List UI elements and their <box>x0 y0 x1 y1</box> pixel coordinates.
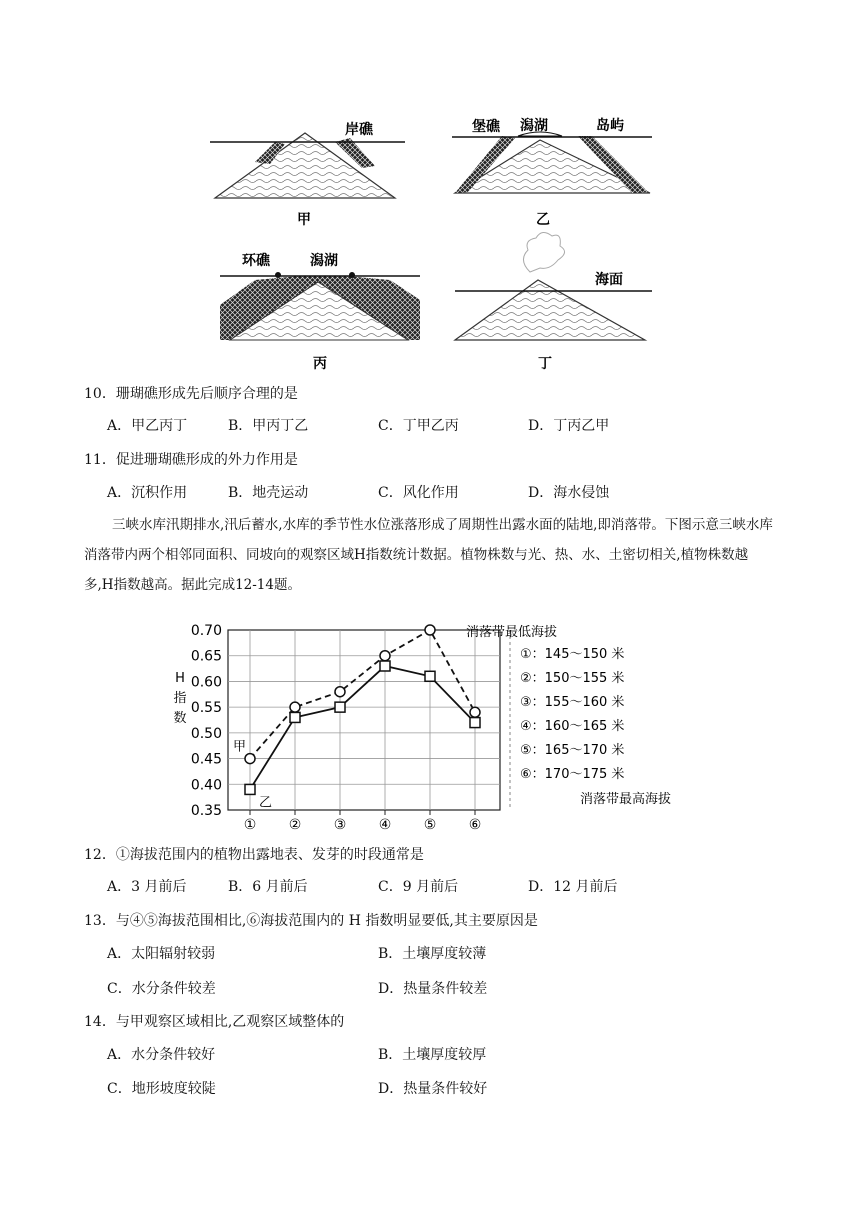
h-index-chart <box>160 620 720 832</box>
q10-option-c[interactable]: C．丁甲乙丙 <box>378 418 459 434</box>
q13-option-a[interactable]: A．太阳辐射较弱 <box>107 946 216 962</box>
y-axis-label: 指 <box>173 691 187 706</box>
x-tick-label: ④ <box>378 817 392 833</box>
legend-item: ④：160～165 米 <box>520 719 625 734</box>
question-11: 11．促进珊瑚礁形成的外力作用是 <box>84 452 298 468</box>
data-point-yi <box>335 702 345 712</box>
panel-bing <box>220 252 420 372</box>
series-label-yi: 乙 <box>259 795 273 811</box>
caption-bing: 丙 <box>313 356 327 372</box>
label-fringing-reef: 岸礁 <box>345 122 373 138</box>
reading-passage: 三峡水库汛期排水,汛后蓄水,水库的季节性水位涨落形成了周期性出露水面的陆地,即消落带。下图示意三峡水库消落带内两个相邻同面积、同坡向的观察区域H指数统计数据。植物株数与光、热、水、土密切相关,植物株数越多,H指数越高。据此完成12-14题。 <box>84 517 773 593</box>
data-point-jia <box>335 687 345 697</box>
label-sea-surface: 海面 <box>595 272 623 288</box>
q14-option-d[interactable]: D．热量条件较好 <box>378 1081 488 1097</box>
panel-jia <box>210 121 405 228</box>
q11-option-a[interactable]: A．沉积作用 <box>107 485 188 501</box>
question-10: 10．珊瑚礁形成先后顺序合理的是 <box>84 386 298 402</box>
q12-option-d[interactable]: D．12 月前后 <box>528 879 618 895</box>
q14-option-c[interactable]: C．地形坡度较陡 <box>107 1081 216 1097</box>
x-tick-label: ① <box>243 817 257 833</box>
data-point-jia <box>470 707 480 717</box>
legend-item: ①：145～150 米 <box>520 647 625 662</box>
legend-item: ⑥：170～175 米 <box>520 767 625 782</box>
caption-ding: 丁 <box>538 356 552 372</box>
q12-option-c[interactable]: C．9 月前后 <box>378 879 459 895</box>
q10-option-d[interactable]: D．丁丙乙甲 <box>528 418 610 434</box>
label-lagoon: 潟湖 <box>310 253 338 269</box>
q12-option-b[interactable]: B．6 月前后 <box>228 879 308 895</box>
data-point-jia <box>290 702 300 712</box>
label-barrier-reef: 堡礁 <box>472 119 500 135</box>
series-label-jia: 甲 <box>233 739 247 755</box>
panel-ding <box>455 232 652 372</box>
data-point-yi <box>380 661 390 671</box>
q13-option-c[interactable]: C．水分条件较差 <box>107 981 216 997</box>
y-tick-label: 0.35 <box>190 803 222 819</box>
x-tick-label: ③ <box>333 817 347 833</box>
data-point-yi <box>290 712 300 722</box>
panel-yi <box>452 117 652 228</box>
data-point-yi <box>425 671 435 681</box>
y-axis-label: 数 <box>173 711 187 726</box>
q13-option-b[interactable]: B．土壤厚度较薄 <box>378 946 487 962</box>
y-tick-label: 0.70 <box>190 623 222 639</box>
y-tick-label: 0.40 <box>190 777 222 794</box>
legend-item: ②：150～155 米 <box>520 671 625 686</box>
question-14: 14．与甲观察区域相比,乙观察区域整体的 <box>84 1014 345 1030</box>
label-atoll: 环礁 <box>242 253 270 269</box>
data-point-yi <box>470 718 480 728</box>
volcano-smoke-icon <box>523 232 564 272</box>
data-point-jia <box>245 754 255 764</box>
y-tick-label: 0.60 <box>190 674 222 691</box>
legend-item: ③：155～160 米 <box>520 695 625 710</box>
y-tick-label: 0.55 <box>190 700 222 717</box>
x-tick-label: ⑥ <box>468 817 482 833</box>
plot-frame <box>228 630 500 810</box>
legend-item: ⑤：165～170 米 <box>520 743 625 758</box>
legend-title: 消落带最低海拔 <box>466 625 558 640</box>
data-point-jia <box>425 625 435 635</box>
y-tick-label: 0.50 <box>190 725 222 742</box>
q14-option-a[interactable]: A．水分条件较好 <box>107 1047 216 1063</box>
question-13: 13．与④⑤海拔范围相比,⑥海拔范围内的 H 指数明显要低,其主要原因是 <box>84 913 538 929</box>
q12-option-a[interactable]: A．3 月前后 <box>107 879 187 895</box>
legend-footer: 消落带最高海拔 <box>580 792 672 807</box>
q10-option-b[interactable]: B．甲丙丁乙 <box>228 418 309 434</box>
data-point-jia <box>380 651 390 661</box>
q13-option-d[interactable]: D．热量条件较差 <box>378 981 488 997</box>
y-axis-label: H <box>175 671 185 686</box>
x-tick-label: ② <box>288 817 302 833</box>
label-lagoon: 潟湖 <box>520 118 548 134</box>
q10-option-a[interactable]: A．甲乙丙丁 <box>107 418 188 434</box>
question-12: 12．①海拔范围内的植物出露地表、发芽的时段通常是 <box>84 847 424 863</box>
y-tick-label: 0.65 <box>190 648 222 665</box>
y-tick-label: 0.45 <box>190 751 222 768</box>
coral-reef-diagram <box>200 100 670 372</box>
q11-option-c[interactable]: C．风化作用 <box>378 485 459 501</box>
caption-yi: 乙 <box>536 212 550 228</box>
q11-option-d[interactable]: D．海水侵蚀 <box>528 485 610 501</box>
x-tick-label: ⑤ <box>423 817 437 833</box>
q14-option-b[interactable]: B．土壤厚度较厚 <box>378 1047 487 1063</box>
q11-option-b[interactable]: B．地壳运动 <box>228 485 309 501</box>
series-line-yi <box>250 666 475 789</box>
series-line-jia <box>250 630 475 759</box>
caption-jia: 甲 <box>297 212 311 228</box>
label-island: 岛屿 <box>596 118 624 134</box>
data-point-yi <box>245 784 255 794</box>
